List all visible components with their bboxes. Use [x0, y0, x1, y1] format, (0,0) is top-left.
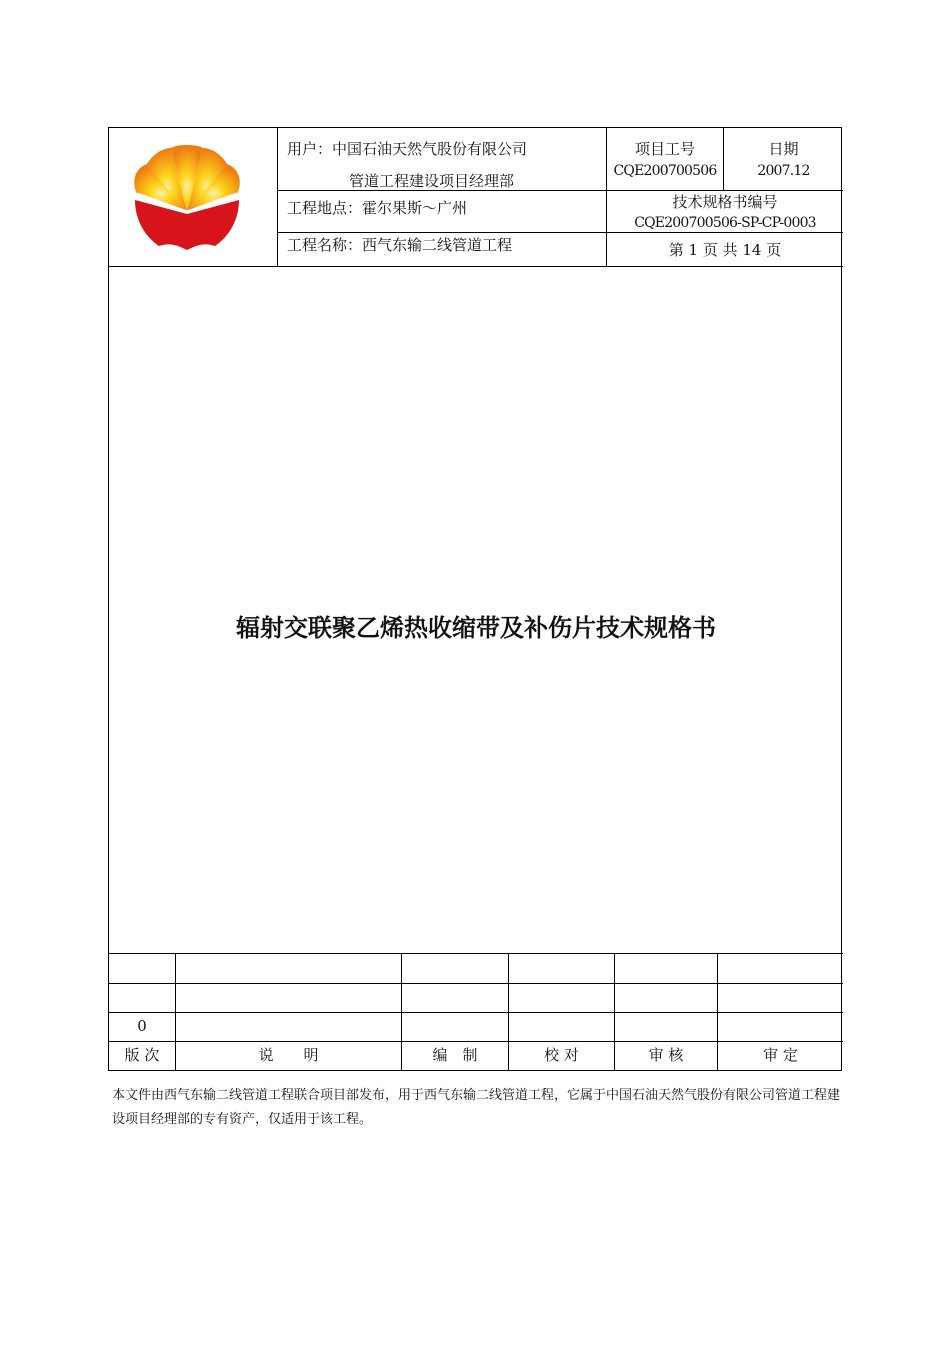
- document-frame: [108, 127, 842, 1071]
- date-label: 日期: [768, 140, 799, 158]
- header-reviewed: 审 核: [648, 1046, 684, 1064]
- project-no-label: 项目工号: [634, 140, 695, 158]
- header-checked: 校 对: [544, 1046, 579, 1064]
- footer-note: 本文件由西气东输二线管道工程联合项目部发布，用于西气东输二线管道工程，它属于中国石油天然气股份有限公司管道工程建设项目经理部的专有资产，仅适用于该工程。: [112, 1088, 841, 1127]
- header-prepared: 编 制: [432, 1046, 478, 1064]
- date-value: 2007.12: [757, 163, 810, 179]
- header-description: 说 明: [258, 1046, 319, 1064]
- user-dept: 管道工程建设项目经理部: [349, 172, 515, 190]
- project-no: CQE200700506: [613, 163, 717, 179]
- user-label: 用户：中国石油天然气股份有限公司: [287, 140, 528, 158]
- spec-no-label: 技术规格书编号: [672, 193, 778, 211]
- revision-number: 0: [137, 1017, 147, 1035]
- page-info: 第 1 页 共 14 页: [668, 241, 782, 259]
- spec-no: CQE200700506-SP-CP-0003: [634, 215, 816, 231]
- petrochina-logo: [129, 142, 245, 252]
- header-approved: 审 定: [763, 1046, 798, 1064]
- header-revision: 版 次: [124, 1046, 160, 1064]
- document-title: 辐射交联聚乙烯热收缩带及补伤片技术规格书: [236, 614, 716, 642]
- project-name: 工程名称：西气东输二线管道工程: [287, 236, 513, 254]
- project-location: 工程地点：霍尔果斯～广州: [287, 199, 468, 217]
